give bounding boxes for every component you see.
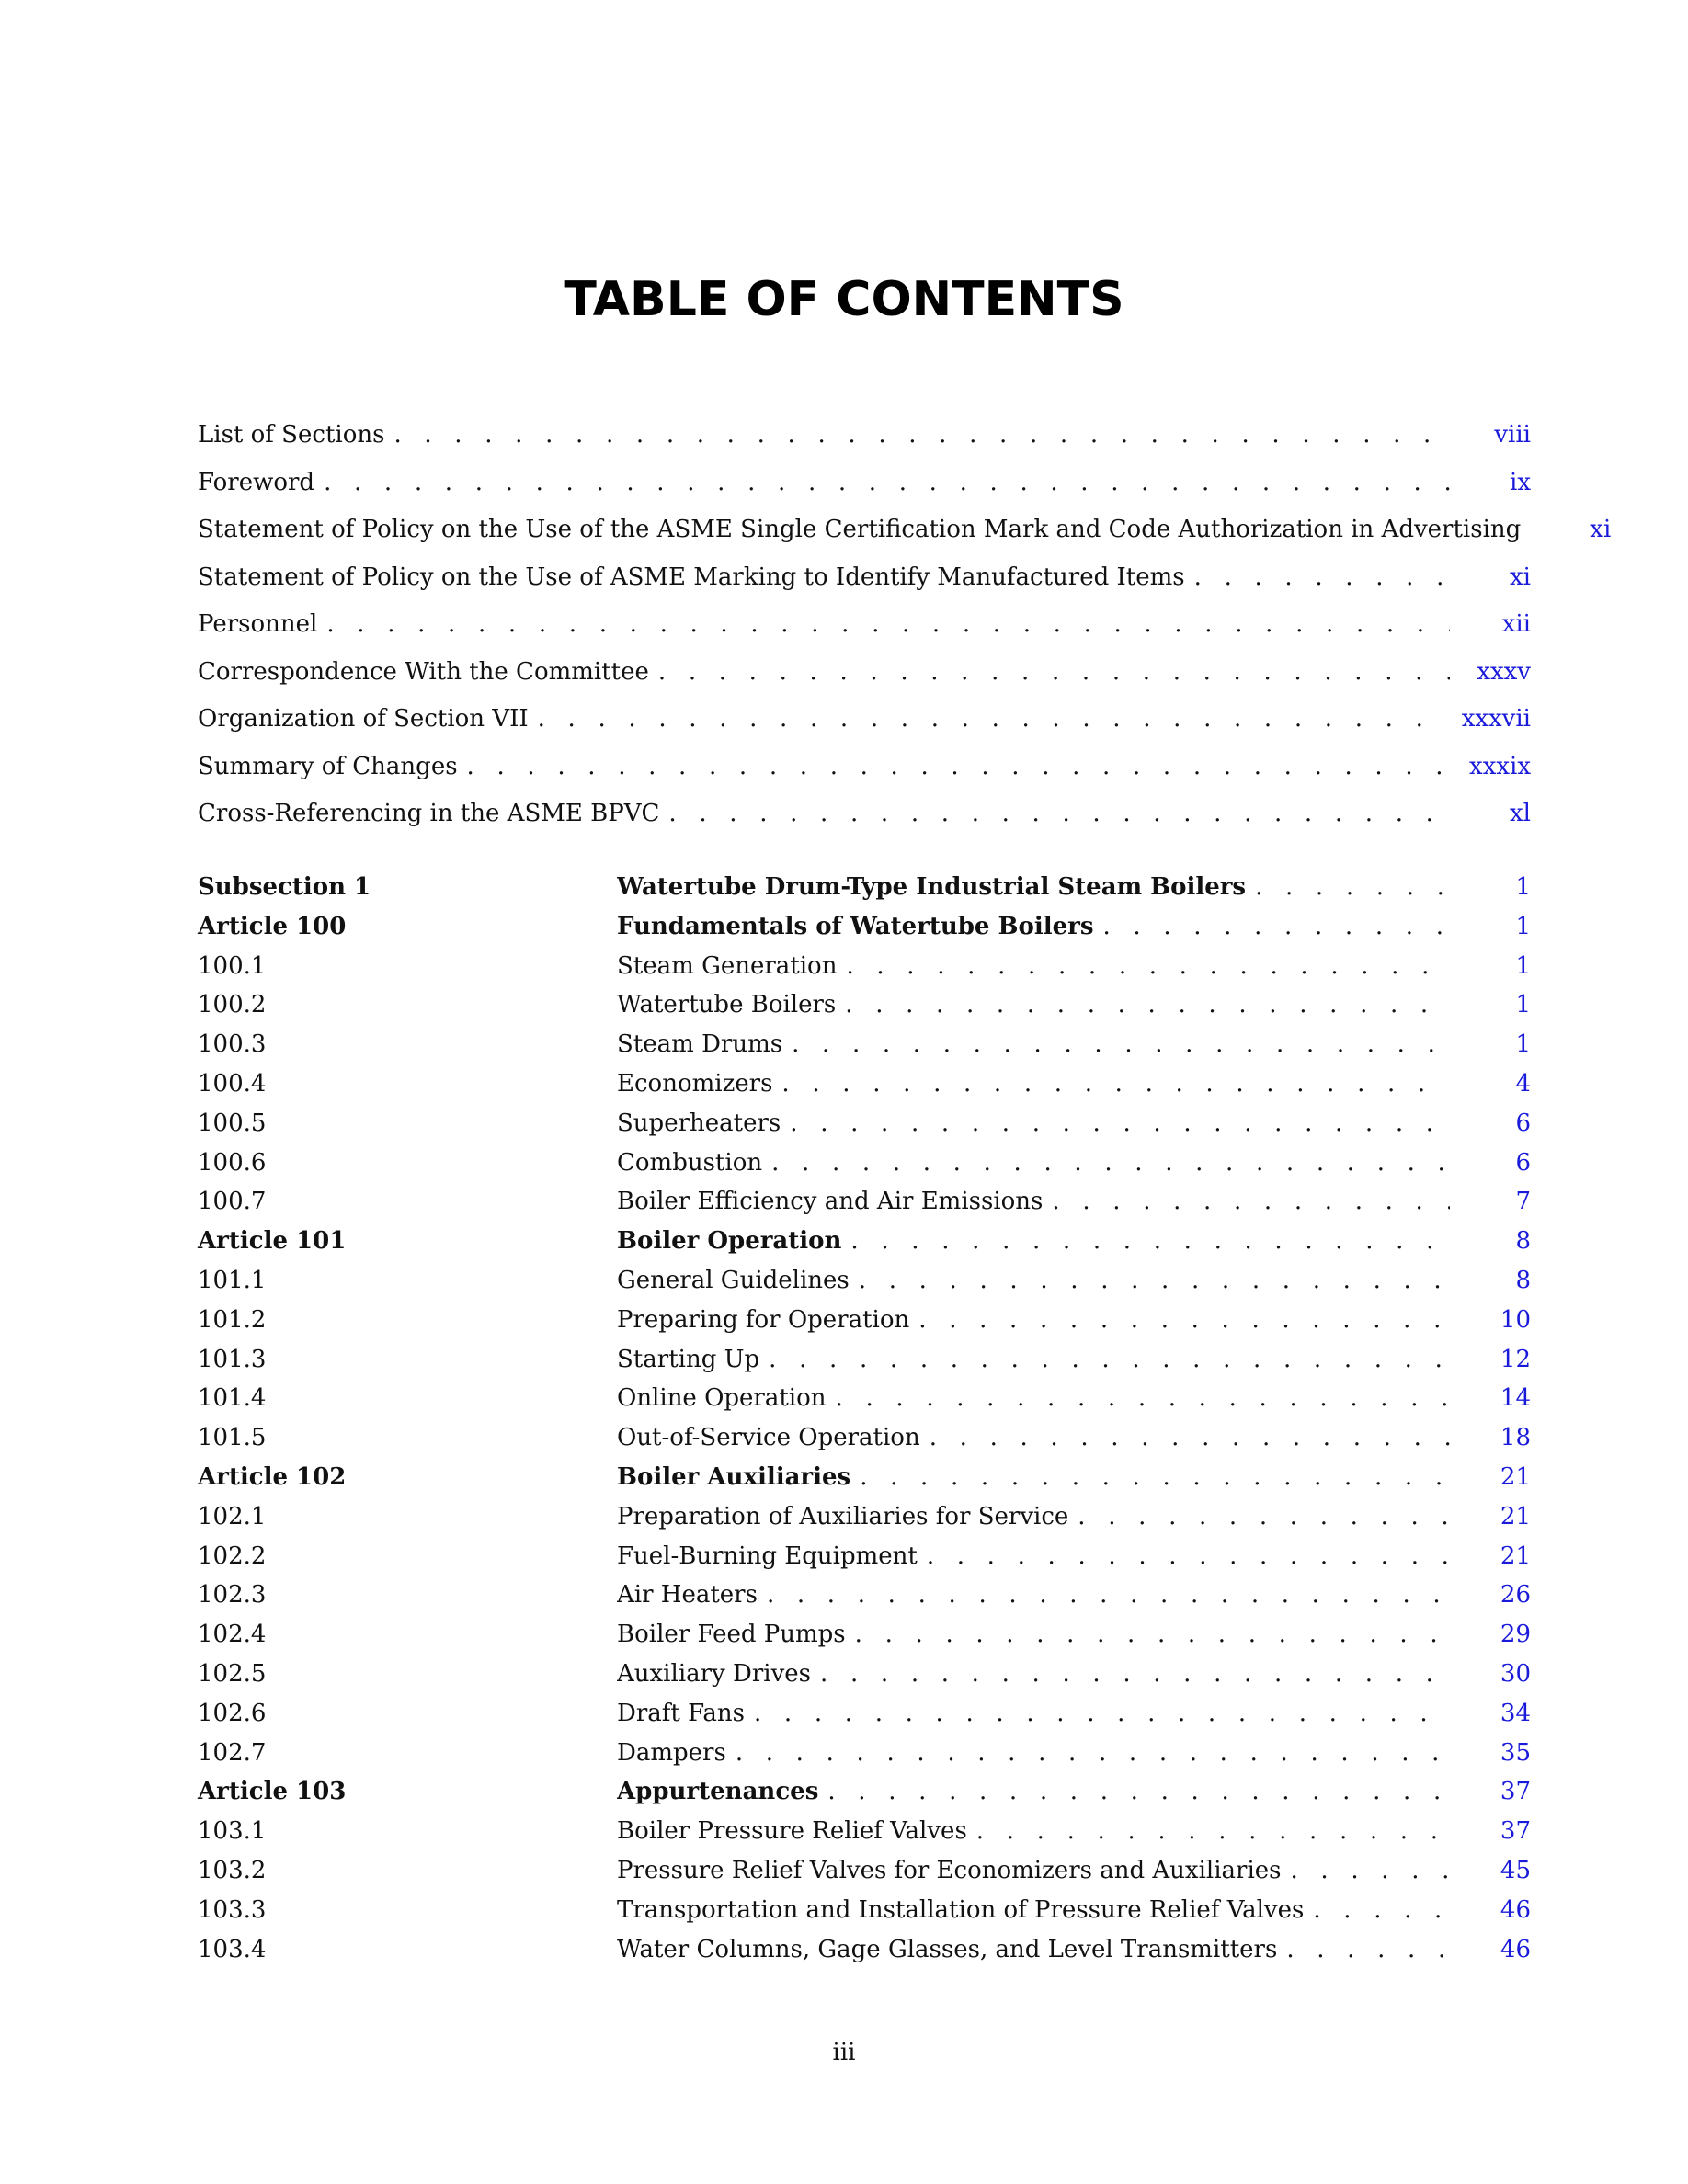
toc-entry[interactable] (198, 1306, 1531, 1346)
toc-entry[interactable] (198, 1660, 1531, 1700)
toc-entry-number: 100.7 (198, 1188, 267, 1216)
toc-page-link[interactable]: 1 (1515, 1030, 1531, 1059)
toc-entry-title[interactable]: Air Heaters (617, 1581, 758, 1610)
toc-page-link[interactable]: 34 (1500, 1699, 1531, 1727)
toc-entry[interactable] (198, 1109, 1531, 1149)
toc-entry[interactable] (198, 1424, 1531, 1463)
dot-leader (754, 1700, 1450, 1727)
dot-leader (538, 705, 1445, 733)
toc-page-link[interactable]: xxxix (1469, 752, 1531, 780)
toc-entry-number: 102.4 (198, 1621, 267, 1649)
dot-leader (781, 1070, 1450, 1098)
toc-entry[interactable] (198, 1149, 1531, 1189)
dot-leader (1313, 1896, 1450, 1924)
dot-leader (860, 1463, 1450, 1491)
toc-entry-number: 101.5 (198, 1424, 267, 1452)
toc-entry-label[interactable]: Statement of Policy on the Use of ASME Marking to Identify Manufactured Items (198, 563, 1185, 591)
toc-heading-entry[interactable] (198, 1227, 1531, 1267)
toc-entry[interactable] (198, 705, 1531, 753)
toc-entry-title[interactable]: Boiler Auxiliaries (617, 1462, 851, 1491)
toc-entry[interactable] (198, 1188, 1531, 1227)
toc-page-link[interactable]: xi (1590, 516, 1612, 543)
dot-leader (658, 658, 1450, 686)
toc-page-link[interactable]: 1 (1515, 991, 1531, 1019)
toc-page-link[interactable]: 21 (1500, 1462, 1531, 1491)
toc-heading-entry[interactable] (198, 873, 1531, 913)
toc-page-link[interactable]: xi (1510, 563, 1531, 591)
toc-entry-title[interactable]: Economizers (617, 1069, 773, 1098)
toc-entry-title[interactable]: Dampers (617, 1738, 726, 1767)
toc-entry-title[interactable]: General Guidelines (617, 1266, 850, 1294)
toc-entry[interactable] (198, 1542, 1531, 1582)
toc-entry-title[interactable]: Transportation and Installation of Pressure Relief Valves (617, 1895, 1305, 1924)
dot-leader (845, 991, 1450, 1018)
toc-entry-title[interactable]: Watertube Drum-Type Industrial Steam Boilers (617, 873, 1247, 901)
toc-entry-title[interactable]: Boiler Operation (617, 1227, 842, 1256)
toc-entry-number: 100.2 (198, 991, 267, 1019)
toc-entry-title[interactable]: Preparing for Operation (617, 1305, 910, 1334)
toc-entry-number: Article 103 (198, 1778, 347, 1806)
dot-leader (1291, 1857, 1451, 1884)
dot-leader (1078, 1503, 1450, 1530)
toc-entry[interactable] (198, 658, 1531, 706)
toc-entry[interactable] (198, 1621, 1531, 1660)
toc-entry-number: Subsection 1 (198, 873, 371, 901)
toc-entry[interactable] (198, 1896, 1531, 1936)
toc-page-link[interactable]: 6 (1515, 1148, 1531, 1177)
toc-entry-number: 100.3 (198, 1030, 267, 1059)
dot-leader (1255, 873, 1450, 901)
dot-leader (467, 753, 1450, 780)
toc-page-link[interactable]: 8 (1515, 1227, 1531, 1256)
dot-leader (820, 1660, 1450, 1688)
toc-entry[interactable] (198, 1817, 1531, 1857)
toc-entry-number: 102.3 (198, 1581, 267, 1610)
toc-entry-title[interactable]: Combustion (617, 1148, 763, 1177)
toc-page-link[interactable]: 26 (1500, 1581, 1531, 1610)
toc-entry-number: 102.5 (198, 1659, 267, 1688)
toc-entry[interactable] (198, 1070, 1531, 1109)
toc-page-link[interactable]: 18 (1500, 1424, 1531, 1452)
dot-leader (767, 1581, 1450, 1609)
toc-entry-title[interactable]: Steam Drums (617, 1030, 783, 1059)
toc-page-link[interactable]: 4 (1515, 1069, 1531, 1098)
toc-entry-title[interactable]: Boiler Pressure Relief Valves (617, 1817, 967, 1846)
toc-page-link[interactable]: 1 (1515, 951, 1531, 980)
toc-page-link[interactable]: 21 (1500, 1541, 1531, 1570)
toc-entry-title[interactable]: Fundamentals of Watertube Boilers (617, 912, 1094, 940)
toc-entry[interactable] (198, 1936, 1531, 1975)
toc-entry-number: 102.7 (198, 1738, 267, 1767)
toc-page-link[interactable]: 35 (1500, 1738, 1531, 1767)
toc-page-link[interactable]: 29 (1500, 1621, 1531, 1649)
dot-leader (850, 1227, 1450, 1255)
toc-page-link[interactable]: 30 (1500, 1659, 1531, 1688)
toc-entry[interactable] (198, 1346, 1531, 1385)
contents-list (198, 873, 1531, 1974)
toc-entry[interactable] (198, 1700, 1531, 1739)
toc-entry[interactable] (198, 1267, 1531, 1306)
dot-leader (771, 1149, 1450, 1177)
toc-entry[interactable] (198, 1030, 1531, 1070)
toc-page-link[interactable]: viii (1494, 421, 1531, 449)
toc-page-link[interactable]: 45 (1500, 1856, 1531, 1884)
toc-heading-entry[interactable] (198, 913, 1531, 952)
toc-entry-number: 103.1 (198, 1817, 267, 1846)
toc-entry-label[interactable]: Cross-Referencing in the ASME BPVC (198, 800, 660, 827)
toc-entry[interactable] (198, 421, 1531, 469)
toc-entry-title[interactable]: Online Operation (617, 1384, 827, 1413)
toc-entry-title[interactable]: Preparation of Auxiliaries for Service (617, 1502, 1069, 1530)
toc-page-link[interactable]: 8 (1515, 1266, 1531, 1294)
toc-entry-title[interactable]: Boiler Efficiency and Air Emissions (617, 1188, 1044, 1216)
dot-leader (976, 1817, 1450, 1845)
page-title: TABLE OF CONTENTS (564, 272, 1124, 327)
front-matter-list (198, 421, 1612, 847)
toc-entry-number: 102.1 (198, 1502, 267, 1530)
dot-leader (846, 952, 1450, 980)
toc-page-link[interactable]: ix (1510, 468, 1531, 496)
toc-entry-number: 101.4 (198, 1384, 267, 1413)
toc-page-link[interactable]: xl (1510, 800, 1531, 827)
toc-page-link[interactable]: 37 (1500, 1778, 1531, 1806)
toc-entry[interactable] (198, 563, 1531, 611)
dot-leader (1102, 913, 1450, 940)
toc-entry-title[interactable]: Steam Generation (617, 951, 838, 980)
toc-page-link[interactable]: 21 (1500, 1502, 1531, 1530)
toc-entry[interactable] (198, 800, 1531, 847)
toc-entry-title[interactable]: Starting Up (617, 1345, 760, 1373)
dot-leader (736, 1739, 1450, 1767)
dot-leader (790, 1109, 1450, 1137)
toc-page-link[interactable]: 10 (1500, 1305, 1531, 1334)
toc-entry-number: 101.3 (198, 1345, 267, 1373)
toc-entry-label[interactable]: Organization of Section VII (198, 705, 529, 733)
toc-page-link[interactable]: 7 (1515, 1188, 1531, 1216)
dot-leader (324, 469, 1450, 496)
dot-leader (393, 421, 1450, 449)
toc-entry-number: 100.6 (198, 1148, 267, 1177)
toc-entry[interactable] (198, 753, 1531, 801)
toc-entry-label[interactable]: Summary of Changes (198, 752, 458, 780)
toc-entry[interactable] (198, 516, 1612, 563)
page-number: iii (832, 2039, 856, 2066)
dot-leader (927, 1542, 1450, 1570)
toc-entry-title[interactable]: Water Columns, Gage Glasses, and Level Transmitters (617, 1935, 1278, 1963)
toc-entry-title[interactable]: Boiler Feed Pumps (617, 1621, 846, 1649)
dot-leader (1194, 563, 1450, 591)
toc-entry-title[interactable]: Draft Fans (617, 1699, 745, 1727)
dot-leader (769, 1346, 1450, 1373)
toc-entry-label[interactable]: Foreword (198, 468, 315, 496)
toc-entry-number: 101.2 (198, 1305, 267, 1334)
toc-entry[interactable] (198, 1503, 1531, 1542)
toc-page-link[interactable]: 1 (1515, 873, 1531, 901)
toc-entry-title[interactable]: Appurtenances (617, 1778, 819, 1806)
toc-entry[interactable] (198, 1581, 1531, 1621)
toc-entry-label[interactable]: Personnel (198, 610, 318, 638)
toc-entry[interactable] (198, 991, 1531, 1030)
toc-entry[interactable] (198, 469, 1531, 517)
dot-leader (930, 1424, 1450, 1451)
toc-entry[interactable] (198, 1739, 1531, 1779)
toc-page-link[interactable]: 46 (1500, 1895, 1531, 1924)
toc-entry-number: Article 101 (198, 1227, 347, 1256)
toc-heading-entry[interactable] (198, 1463, 1531, 1503)
toc-entry-label[interactable]: Statement of Policy on the Use of the ASME Single Certification Mark and Code Authorization in Advertising (198, 516, 1522, 543)
dot-leader (855, 1621, 1450, 1648)
toc-entry-number: 103.3 (198, 1895, 267, 1924)
toc-entry-label[interactable]: List of Sections (198, 421, 385, 449)
toc-entry[interactable] (198, 1384, 1531, 1424)
toc-entry-number: 103.2 (198, 1856, 267, 1884)
toc-entry-number: 100.4 (198, 1069, 267, 1098)
toc-page-link[interactable]: 6 (1515, 1109, 1531, 1137)
toc-page-link[interactable]: 12 (1500, 1345, 1531, 1373)
toc-page-link[interactable]: 14 (1500, 1384, 1531, 1413)
toc-page-link[interactable]: xii (1501, 610, 1531, 638)
dot-leader (836, 1384, 1450, 1412)
toc-page-link[interactable]: 1 (1515, 912, 1531, 940)
toc-entry-title[interactable]: Superheaters (617, 1109, 781, 1137)
dot-leader (1052, 1188, 1450, 1215)
toc-entry-title[interactable]: Fuel-Burning Equipment (617, 1541, 918, 1570)
toc-entry-number: 103.4 (198, 1935, 267, 1963)
toc-entry-number: 102.6 (198, 1699, 267, 1727)
toc-page-link[interactable]: 46 (1500, 1935, 1531, 1963)
toc-entry[interactable] (198, 610, 1531, 658)
toc-entry-label[interactable]: Correspondence With the Committee (198, 657, 649, 686)
toc-entry-title[interactable]: Pressure Relief Valves for Economizers and Auxiliaries (617, 1856, 1282, 1884)
toc-entry-title[interactable]: Out-of-Service Operation (617, 1424, 920, 1452)
toc-entry[interactable] (198, 1857, 1531, 1896)
dot-leader (859, 1267, 1450, 1294)
dot-leader (792, 1030, 1450, 1058)
toc-page-link[interactable]: xxxvii (1461, 705, 1531, 733)
toc-entry[interactable] (198, 952, 1531, 992)
dot-leader (827, 1778, 1450, 1805)
dot-leader (326, 610, 1450, 638)
toc-page-link[interactable]: 37 (1500, 1817, 1531, 1846)
toc-entry-title[interactable]: Auxiliary Drives (617, 1659, 812, 1688)
toc-page-link[interactable]: xxxv (1477, 657, 1531, 686)
toc-entry-number: 100.5 (198, 1109, 267, 1137)
toc-entry-number: 100.1 (198, 951, 267, 980)
dot-leader (918, 1306, 1450, 1334)
toc-heading-entry[interactable] (198, 1778, 1531, 1817)
toc-entry-title[interactable]: Watertube Boilers (617, 991, 837, 1019)
toc-entry-number: 102.2 (198, 1541, 267, 1570)
toc-entry-number: Article 100 (198, 912, 347, 940)
toc-entry-number: Article 102 (198, 1462, 347, 1491)
dot-leader (1286, 1936, 1450, 1963)
toc-entry-number: 101.1 (198, 1266, 267, 1294)
dot-leader (668, 800, 1450, 827)
